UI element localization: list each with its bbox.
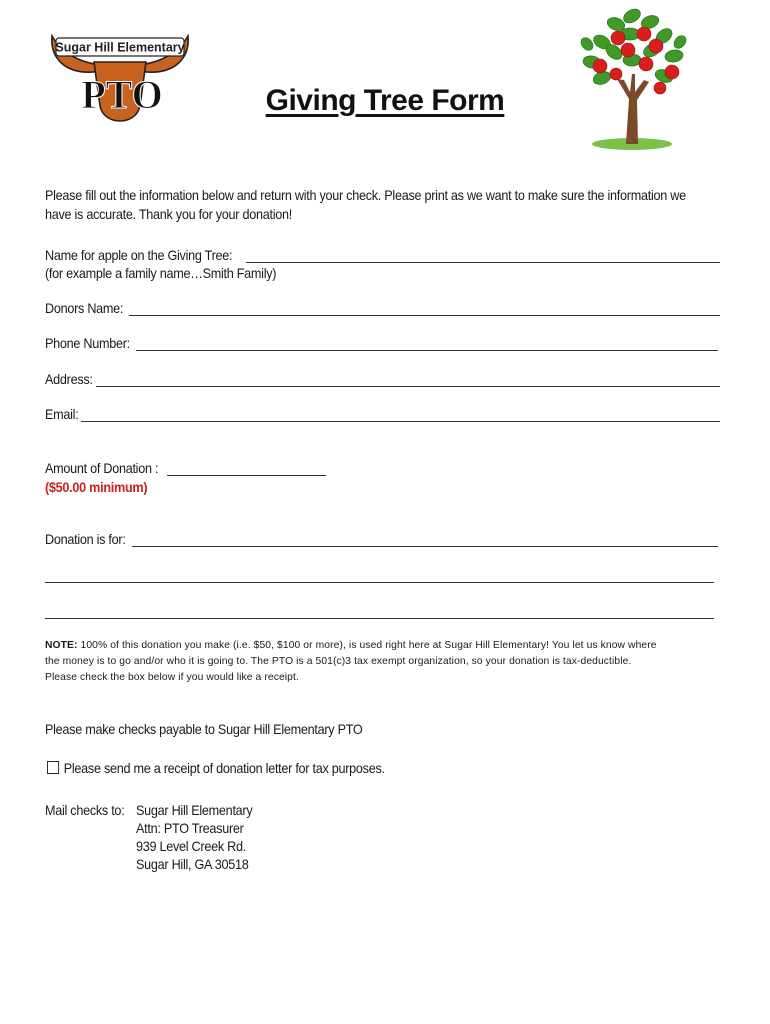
mail-line-1: Sugar Hill Elementary xyxy=(136,803,253,818)
phone-line[interactable] xyxy=(136,337,718,351)
mail-label: Mail checks to: xyxy=(45,803,125,818)
receipt-checkbox[interactable] xyxy=(47,761,59,774)
address-line[interactable] xyxy=(96,373,720,387)
donation-extra-line-2[interactable] xyxy=(45,618,714,619)
note-line-1: 100% of this donation you make (i.e. $50, $100 or more), is used right here at Sugar Hill Elementary! You let us know where xyxy=(77,640,657,651)
mail-line-3: 939 Level Creek Rd. xyxy=(136,839,246,854)
phone-field[interactable] xyxy=(45,336,718,351)
apple-name-label: Name for apple on the Giving Tree: xyxy=(45,248,233,263)
apple-name-line[interactable] xyxy=(246,249,720,263)
amount-minimum: ($50.00 minimum) xyxy=(45,480,148,495)
address-label: Address: xyxy=(45,372,93,387)
email-field[interactable] xyxy=(45,407,720,422)
apple-name-field[interactable] xyxy=(45,248,720,263)
note-line-2: the money is to go and/or who it is going to. The PTO is a 501(c)3 tax exempt organization, so your donation is tax-deductible. xyxy=(45,656,632,667)
email-line[interactable] xyxy=(81,408,720,422)
email-label: Email: xyxy=(45,407,79,422)
apple-name-hint: (for example a family name…Smith Family) xyxy=(45,266,277,281)
donation-for-field[interactable] xyxy=(45,532,718,547)
receipt-label: Please send me a receipt of donation letter for tax purposes. xyxy=(63,761,385,776)
receipt-row[interactable] xyxy=(47,760,385,778)
amount-label: Amount of Donation : xyxy=(45,461,159,476)
donation-for-line[interactable] xyxy=(132,533,718,547)
note-line-3: Please check the box below if you would like a receipt. xyxy=(45,672,299,683)
logo-text: Sugar Hill Elementary xyxy=(55,40,185,55)
amount-field[interactable] xyxy=(45,461,326,476)
mail-line-2: Attn: PTO Treasurer xyxy=(136,821,244,836)
intro-line-2: have is accurate. Thank you for your donation! xyxy=(45,207,292,222)
note-label: NOTE: xyxy=(45,640,78,651)
page-title: Giving Tree Form xyxy=(265,84,505,117)
amount-line[interactable] xyxy=(167,462,326,476)
donor-name-line[interactable] xyxy=(129,302,720,316)
mail-line-4: Sugar Hill, GA 30518 xyxy=(136,857,249,872)
address-field[interactable] xyxy=(45,372,720,387)
donor-name-label: Donors Name: xyxy=(45,301,124,316)
intro-line-1: Please fill out the information below and return with your check. Please print as we want to make sure the information we xyxy=(45,188,686,203)
donation-for-label: Donation is for: xyxy=(45,532,126,547)
donation-extra-line-1[interactable] xyxy=(45,582,714,583)
logo-org: PTO xyxy=(81,72,163,117)
payable-text: Please make checks payable to Sugar Hill Elementary PTO xyxy=(45,722,363,737)
apple-tree-icon xyxy=(572,4,692,152)
note-block xyxy=(45,638,735,686)
pto-logo xyxy=(48,34,192,134)
donor-name-field[interactable] xyxy=(45,301,720,316)
phone-label: Phone Number: xyxy=(45,336,130,351)
